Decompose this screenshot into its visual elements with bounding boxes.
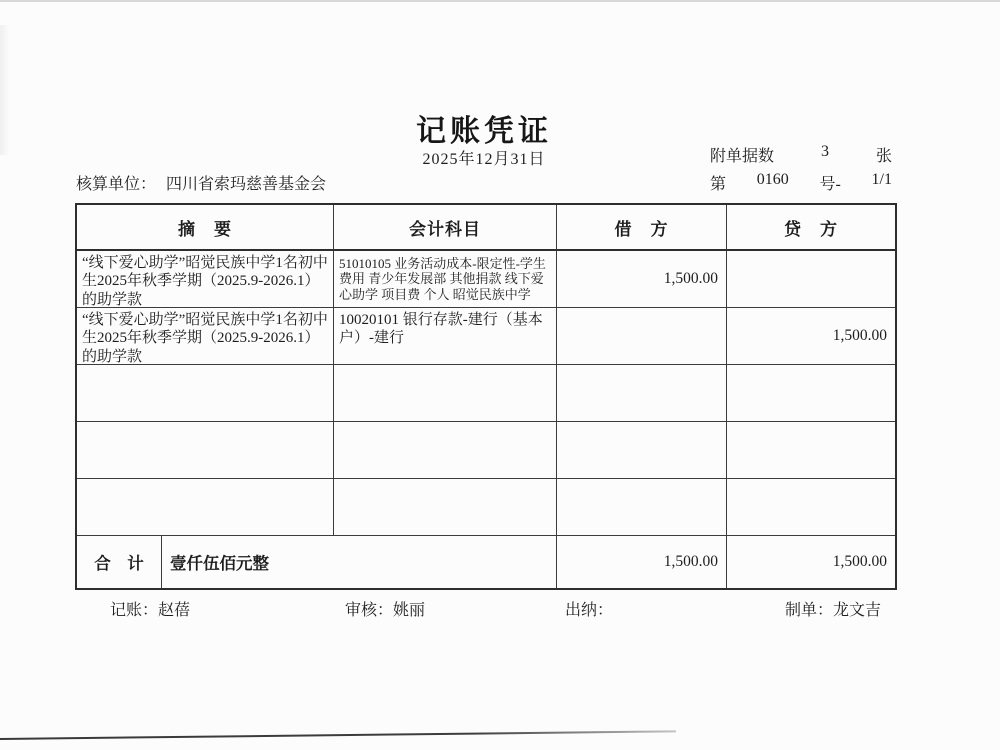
voucher-no-prefix: 第 — [710, 176, 727, 193]
scan-top-edge — [0, 0, 1000, 2]
reviewer-name: 姚丽 — [393, 602, 426, 619]
total-amount-in-words: 壹仟伍佰元整 — [162, 536, 557, 588]
accounting-unit-line — [76, 171, 326, 194]
voucher-no: 0160 — [756, 171, 789, 188]
preparer-signature — [785, 597, 881, 620]
preparer-label: 制单： — [785, 602, 834, 619]
attachment-unit: 张 — [875, 148, 892, 165]
row-summary: “线下爱心助学”昭觉民族中学1名初中生2025年秋季学期（2025.9-2026.1）的助学款 — [77, 251, 334, 308]
bookkeeper-name: 赵蓓 — [158, 602, 191, 619]
attachment-label: 附单据数 — [710, 148, 775, 165]
header-credit: 贷 方 — [727, 205, 895, 251]
row-account: 51010105 业务活动成本-限定性-学生费用 青少年发展部 其他捐款 线下爱心助学 项目费 个人 昭觉民族中学 — [334, 251, 557, 308]
reviewer-label: 审核： — [345, 602, 394, 619]
row-debit — [557, 479, 727, 536]
row-account — [334, 479, 557, 536]
voucher-page-indicator: 1/1 — [871, 171, 892, 188]
row-summary — [77, 479, 334, 536]
row-debit — [557, 308, 727, 365]
attachment-count: 3 — [821, 143, 829, 160]
total-debit: 1,500.00 — [557, 536, 727, 588]
row-credit: 1,500.00 — [727, 308, 895, 365]
accounting-unit-label: 核算单位： — [76, 176, 157, 193]
scan-paper-edge — [0, 730, 676, 740]
row-debit — [557, 422, 727, 479]
scan-left-artifact — [0, 25, 10, 155]
row-credit — [727, 251, 895, 308]
reviewer-signature — [345, 597, 425, 620]
row-debit — [557, 365, 727, 422]
bookkeeper-label: 记账： — [110, 602, 159, 619]
total-label: 合 计 — [77, 536, 162, 588]
header-debit: 借 方 — [557, 205, 727, 251]
row-credit — [727, 479, 895, 536]
voucher-number-line — [710, 171, 892, 194]
row-account — [334, 422, 557, 479]
header-account: 会计科目 — [334, 205, 557, 251]
total-credit: 1,500.00 — [832, 553, 887, 570]
attachment-count-line — [710, 143, 892, 166]
row-summary — [77, 422, 334, 479]
row-summary: “线下爱心助学”昭觉民族中学1名初中生2025年秋季学期（2025.9-2026.1）的助学款 — [77, 308, 334, 365]
row-debit: 1,500.00 — [557, 251, 727, 308]
row-account: 10020101 银行存款-建行（基本户）-建行 — [334, 308, 557, 365]
accounting-unit-name: 四川省索玛慈善基金会 — [166, 176, 327, 193]
voucher-no-suffix: 号- — [819, 176, 841, 193]
voucher-table — [75, 203, 897, 590]
row-summary — [77, 365, 334, 422]
cashier-signature — [565, 597, 613, 620]
header-summary: 摘 要 — [77, 205, 334, 251]
cashier-label: 出纳： — [565, 602, 614, 619]
row-credit — [727, 365, 895, 422]
row-account — [334, 365, 557, 422]
voucher-date: 2025年12月31日 — [422, 151, 546, 168]
row-credit — [727, 422, 895, 479]
signature-row — [0, 597, 1000, 619]
bookkeeper-signature — [110, 597, 190, 620]
preparer-name: 龙文吉 — [833, 602, 882, 619]
page-title: 记账凭证 — [416, 115, 552, 148]
